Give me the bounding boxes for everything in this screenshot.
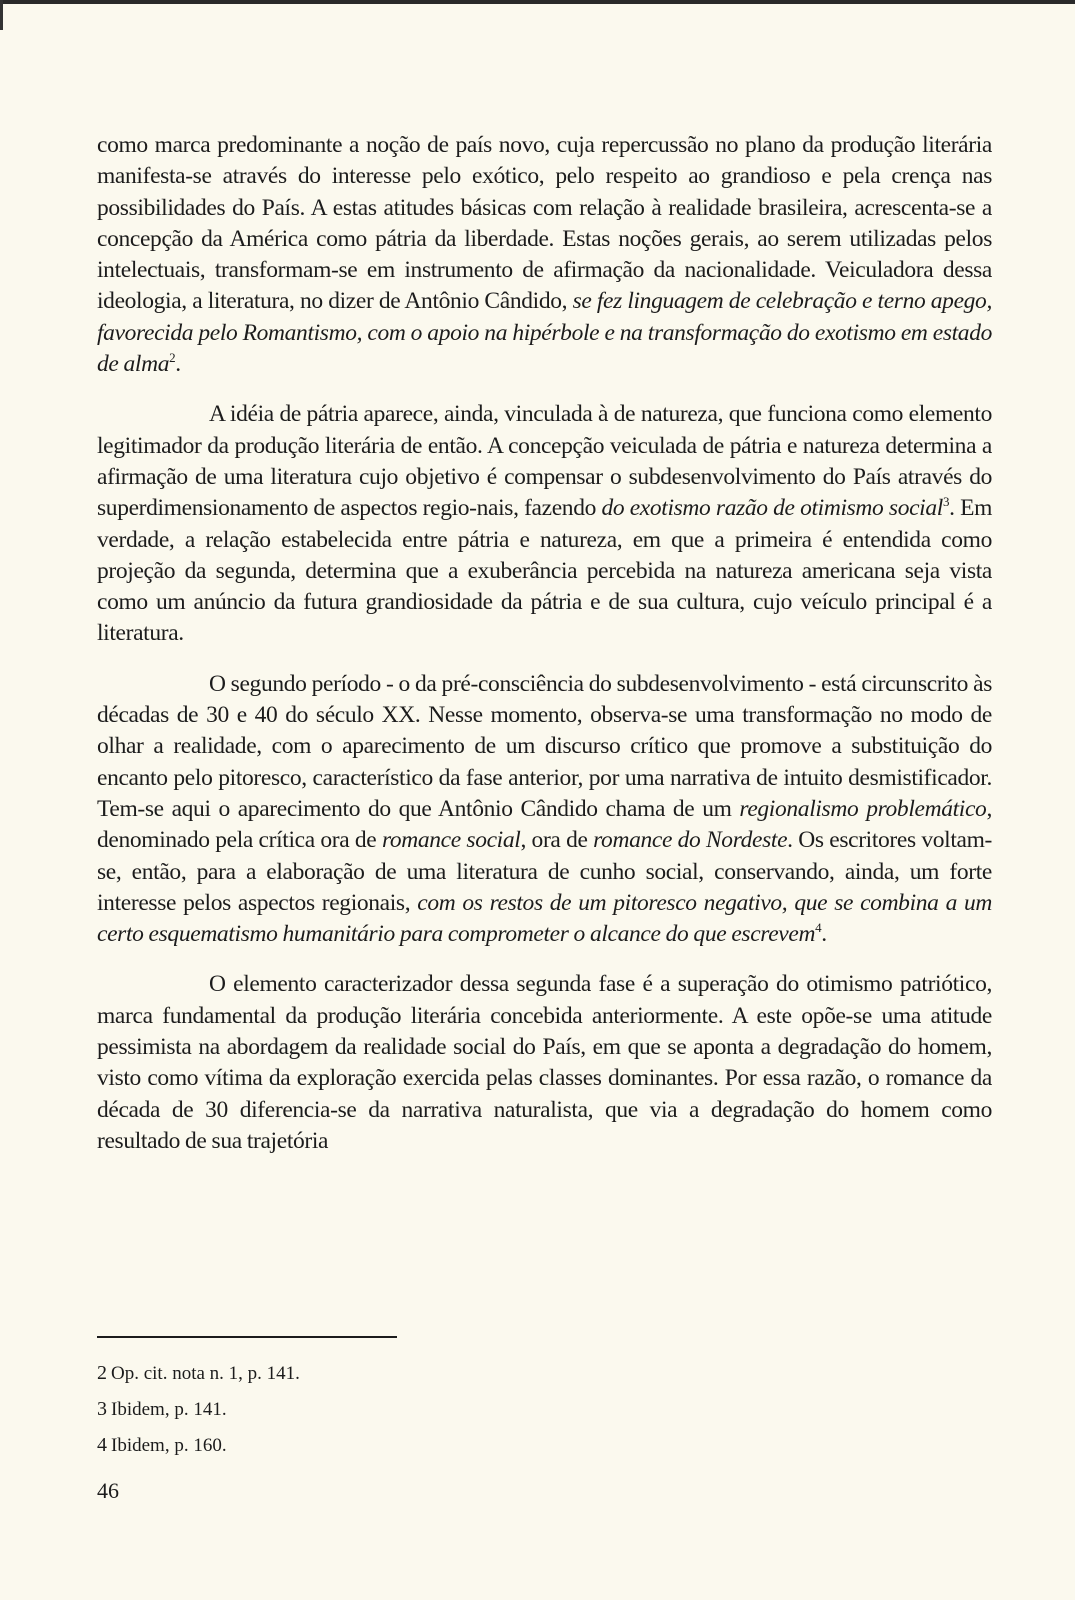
page-left-edge	[0, 0, 3, 30]
quotation: regionalismo problemático	[739, 795, 987, 822]
quotation: romance social	[381, 827, 521, 854]
text-run: A idéia de pátria aparece, ainda, vinculada à de natureza, que funciona como elemento legitimador da produção literária de então. A concepção veiculada de pátria e natureza determina a afirmação de uma literatura cujo objetivo é compensar o subdesenvolvimento do País através do superdimensionamento de aspectos regio-nais, fazendo	[97, 401, 992, 522]
quotation: se fez linguagem de celebração e terno apego, favorecida pelo Romantismo, com o apoio na hipérbole e na transformação do exotismo em estado de alma	[97, 288, 992, 378]
paragraph	[97, 969, 992, 1157]
text-run: . Em verdade, a relação estabelecida entre pátria e natureza, em que a primeira é entendida como projeção da segunda, determina que a exuberância percebida na natureza americana seja vista como um anúncio da futura grandiosidade da pátria e de sua cultura, cujo veículo principal é a literatura.	[97, 495, 993, 647]
footnote-reference: 3	[942, 494, 950, 510]
text-run: .	[175, 351, 181, 378]
page-number: 46	[97, 1478, 119, 1503]
footnote-reference: 4	[815, 920, 822, 936]
footnote-number: 2	[97, 1362, 107, 1384]
text-run: .	[821, 921, 827, 948]
text-run: como marca predominante a noção de país novo, cuja repercussão no plano da produção literária manifesta-se através do interesse pelo exótico, pelo respeito ao grandioso e pela crença nas possibilidades do País. A estas atitudes básicas com relação à realidade brasileira, acrescenta-se a concepção da América como pátria da liberdade. Estas noções gerais, ao serem utilizadas pelos intelectuais, transformam-se em instrumento de afirmação da nacionalidade. Veiculadora dessa ideologia, a literatura, no dizer de Antônio Cândido,	[97, 132, 992, 315]
footnote-number: 3	[97, 1398, 107, 1420]
body-text	[97, 130, 992, 1157]
footnote-number: 4	[97, 1434, 107, 1456]
footnote-separator	[97, 1336, 397, 1338]
paragraph	[97, 130, 992, 380]
footnote	[97, 1355, 300, 1391]
text-run: . Os escritores voltam-se, então, para a elaboração de uma literatura de cunho social, conservando, ainda, um forte interesse pelos aspectos regionais,	[97, 827, 992, 916]
text-run: O elemento caracterizador dessa segunda fase é a superação do otimismo patriótico, marca fundamental da produção literária concebida anteriormente. A este opõe-se uma atitude pessimista na abordagem da realidade social do País, em que se aponta a degradação do homem, visto como vítima da exploração exercida pelas classes dominantes. Por essa razão, o romance da década de 30 diferencia-se da narrativa naturalista, que via a degradação do homem como resultado de sua trajetória	[97, 971, 992, 1154]
paragraph	[97, 669, 992, 951]
text-run: , denominado pela crítica ora de	[97, 795, 992, 854]
quotation: do exotismo razão de otimismo social	[601, 495, 943, 522]
footnote-reference: 2	[169, 350, 176, 366]
text-run: , ora de	[520, 827, 594, 854]
footnote-text: Ibidem, p. 141.	[111, 1399, 227, 1420]
footnote-text: Op. cit. nota n. 1, p. 141.	[111, 1363, 300, 1384]
footnote	[97, 1427, 300, 1463]
footnote-text: Ibidem, p. 160.	[111, 1435, 227, 1456]
text-run: O segundo período - o da pré-consciência do subdesenvolvimento - está circunscrito às décadas de 30 e 40 do século XX. Nesse momento, observa-se uma transformação no modo de olhar a realidade, com o aparecimento de um discurso crítico que promove a substituição do encanto pelo pitoresco, característico da fase anterior, por uma narrativa de intuito desmistificador. Tem-se aqui o aparecimento do que Antônio Cândido chama de um	[97, 670, 992, 822]
quotation: romance do Nordeste	[593, 827, 788, 854]
footnote	[97, 1391, 300, 1427]
page-top-edge	[0, 0, 1075, 4]
quotation: com os restos de um pitoresco negativo, que se combina a um certo esquematismo humanitário para comprometer o alcance do que escrevem	[97, 889, 992, 948]
footnotes	[97, 1355, 300, 1463]
paragraph	[97, 399, 992, 649]
